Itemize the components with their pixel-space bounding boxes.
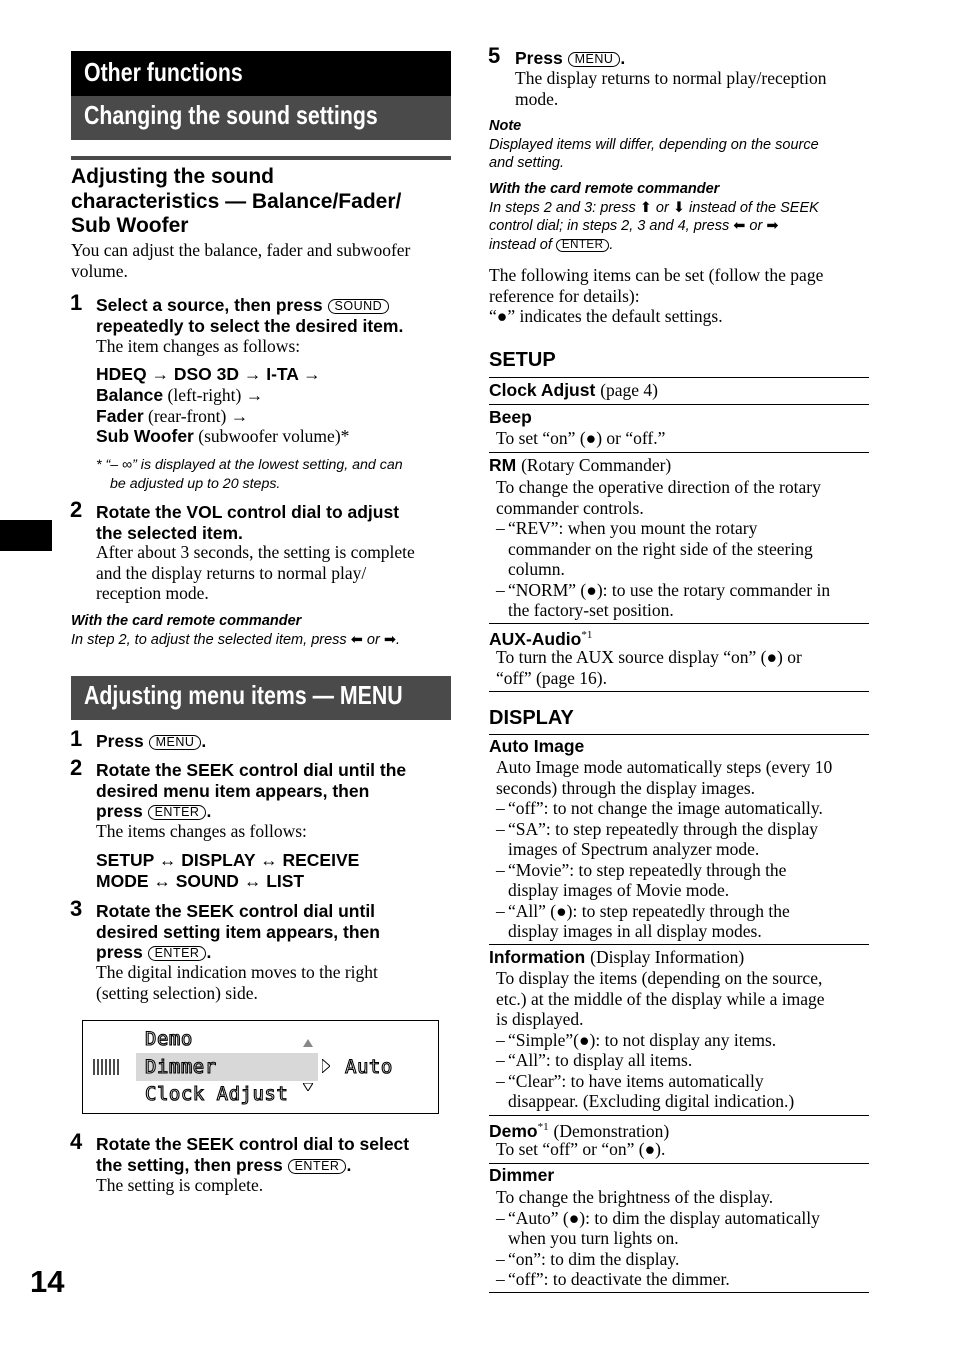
item-aux-desc: To turn the AUX source display “on” (●) or “off” (page 16). — [496, 647, 802, 688]
item-auto-image: Auto Image — [489, 736, 585, 756]
divider — [489, 1163, 869, 1164]
divider — [489, 404, 869, 405]
double-arrow-icon: ↔ — [153, 870, 171, 891]
sound-sequence: HDEQ → DSO 3D → I-TA → Balance (left-right) → Fader (rear-front) → Sub Woofer (subwoofer volume)* — [96, 364, 350, 447]
item-information-desc: To display the items (depending on the source, etc.) at the middle of the display while a image is displayed. – “Simple”(●): to not display any items. – “All”: to display all items. – “Clear”: to have items automatically disappear. (Excluding digital indication.) — [496, 968, 825, 1111]
lcd-scroll-down-icon — [303, 1083, 313, 1091]
item-dimmer-desc: To change the brightness of the display. – “Auto” (●): to dim the display automatically when you turn lights on. – “on”: to dim the display. – “off”: to deactivate the dimmer. — [496, 1187, 820, 1289]
menu-key: MENU — [568, 52, 621, 67]
step-heading: Rotate the SEEK control dial until desired setting item appears, then press ENTER . — [96, 901, 380, 962]
lcd-left-glyph — [93, 1059, 121, 1075]
step-heading: Press MENU . — [96, 731, 207, 751]
divider — [489, 452, 869, 453]
step-number: 4 — [70, 1129, 83, 1154]
item-beep: Beep — [489, 407, 532, 427]
divider — [489, 377, 869, 378]
footnote: * “– ∞” is displayed at the lowest setting, and can be adjusted up to 20 steps. — [96, 457, 403, 492]
section-tab-marker — [0, 520, 52, 551]
step-body: After about 3 seconds, the setting is complete and the display returns to normal play/ reception mode. — [96, 542, 415, 603]
enter-key: ENTER — [556, 239, 609, 252]
item-demo-desc: To set “off” or “on” (●). — [496, 1139, 666, 1159]
card-remote-note: With the card remote commander In steps 2 and 3: press ⬆ or ⬇ instead of the SEEK control dial; in steps 2, 3 and 4, press ⬅ or ➡ instead of ENTER . — [489, 181, 819, 253]
lcd-row-demo: Demo — [145, 1028, 193, 1050]
step-body: The item changes as follows: — [96, 336, 301, 356]
display-heading: DISPLAY — [489, 707, 574, 729]
arrow-right-icon: → — [245, 384, 264, 405]
card-remote-note: With the card remote commander In step 2, to adjust the selected item, press ⬅ or ➡. — [71, 613, 400, 648]
enter-key: ENTER — [148, 946, 207, 961]
lcd-row-dimmer: Dimmer — [145, 1056, 217, 1078]
section-intro: You can adjust the balance, fader and subwoofer volume. — [71, 240, 411, 281]
step-heading: Press MENU . — [515, 48, 626, 68]
double-arrow-icon: ↔ — [260, 850, 278, 870]
step-heading: Rotate the SEEK control dial until the desired menu item appears, then press ENTER . — [96, 760, 407, 821]
settings-intro: The following items can be set (follow the page reference for details): “●” indicates the default settings. — [489, 265, 824, 326]
section-rule — [71, 156, 451, 160]
arrow-right-icon: → — [151, 364, 169, 384]
divider — [489, 623, 869, 624]
step-body: The setting is complete. — [96, 1175, 264, 1195]
divider — [489, 944, 869, 945]
arrow-right-icon: ➡ — [766, 218, 779, 234]
item-rm-desc: To change the operative direction of the rotary commander controls. – “REV”: when you mount the rotary commander on the right side of the steering column. – “NORM” (●): to use the rotary commander in the factory-set position. — [496, 477, 831, 620]
divider — [489, 691, 869, 692]
arrow-left-icon: ⬅ — [733, 218, 746, 234]
arrow-right-icon: → — [303, 364, 321, 384]
item-rm: RM (Rotary Commander) — [489, 455, 672, 475]
item-beep-desc: To set “on” (●) or “off.” — [496, 428, 666, 448]
lcd-scroll-up-icon — [303, 1039, 313, 1047]
double-arrow-icon: ↔ — [158, 850, 177, 870]
divider — [489, 1292, 869, 1293]
item-information: Information (Display Information) — [489, 947, 745, 967]
item-clock-adjust: Clock Adjust (page 4) — [489, 380, 659, 400]
arrow-right-icon: → — [243, 364, 262, 384]
step-number: 1 — [70, 290, 83, 315]
item-demo: Demo$^{*1}$ (Demonstration) — [489, 1120, 670, 1141]
divider — [489, 1115, 869, 1116]
setup-heading: SETUP — [489, 349, 556, 371]
sound-key: SOUND — [328, 299, 390, 314]
step-number: 1 — [70, 726, 83, 751]
banner-other-functions: Other functions — [71, 51, 451, 96]
menu-key: MENU — [149, 735, 202, 750]
step-heading: Rotate the VOL control dial to adjust the selected item. — [96, 502, 400, 543]
page-number: 14 — [30, 1264, 65, 1299]
banner-changing-sound: Changing the sound settings — [71, 96, 451, 140]
lcd-row-clock-adjust: Clock Adjust — [145, 1083, 289, 1105]
step-number: 2 — [70, 755, 83, 780]
lcd-display-illustration — [82, 1020, 439, 1114]
step-body: The digital indication moves to the right (setting selection) side. — [96, 962, 378, 1003]
step-body: The items changes as follows: — [96, 821, 307, 841]
arrow-up-icon: ⬆ — [639, 199, 652, 216]
menu-sequence: SETUP ↔ DISPLAY ↔ RECEIVE MODE ↔ SOUND ↔ LIST — [96, 850, 360, 891]
step-body: The display returns to normal play/reception mode. — [515, 68, 827, 109]
lcd-cursor-right-icon — [322, 1059, 330, 1073]
step-heading: Select a source, then press SOUND repeatedly to select the desired item. — [96, 295, 404, 336]
arrow-down-icon: ⬇ — [672, 199, 686, 216]
enter-key: ENTER — [148, 805, 207, 820]
step-number: 2 — [70, 497, 83, 522]
step-number: 3 — [70, 896, 83, 921]
enter-key: ENTER — [288, 1159, 347, 1174]
item-auto-image-desc: Auto Image mode automatically steps (every 10 seconds) through the display images. – “off”: to not change the image automatically. – “SA”: to step repeatedly through the display images of Spectrum analyzer mode. – “Movie”: to step repeatedly through the display images of Movie mode. – “All” (●): to step repeatedly through the display images in all display modes. — [496, 757, 833, 941]
arrow-left-icon: ⬅ — [350, 631, 363, 648]
step-heading: Rotate the SEEK control dial to select the setting, then press ENTER . — [96, 1134, 410, 1175]
item-aux-audio: AUX-Audio$^{*1}$ — [489, 628, 593, 649]
item-dimmer: Dimmer — [489, 1165, 555, 1185]
step-number: 5 — [488, 43, 501, 68]
banner-menu: Adjusting menu items — MENU — [71, 676, 451, 720]
arrow-right-icon: → — [230, 405, 249, 426]
divider — [489, 734, 869, 735]
note: Note Displayed items will differ, depending on the source and setting. — [489, 118, 819, 171]
section-title: Adjusting the sound characteristics — Balance/Fader/ Sub Woofer — [71, 165, 402, 237]
double-arrow-icon: ↔ — [243, 870, 262, 891]
arrow-right-icon: ➡ — [383, 631, 396, 648]
lcd-value-auto: Auto — [345, 1056, 393, 1078]
